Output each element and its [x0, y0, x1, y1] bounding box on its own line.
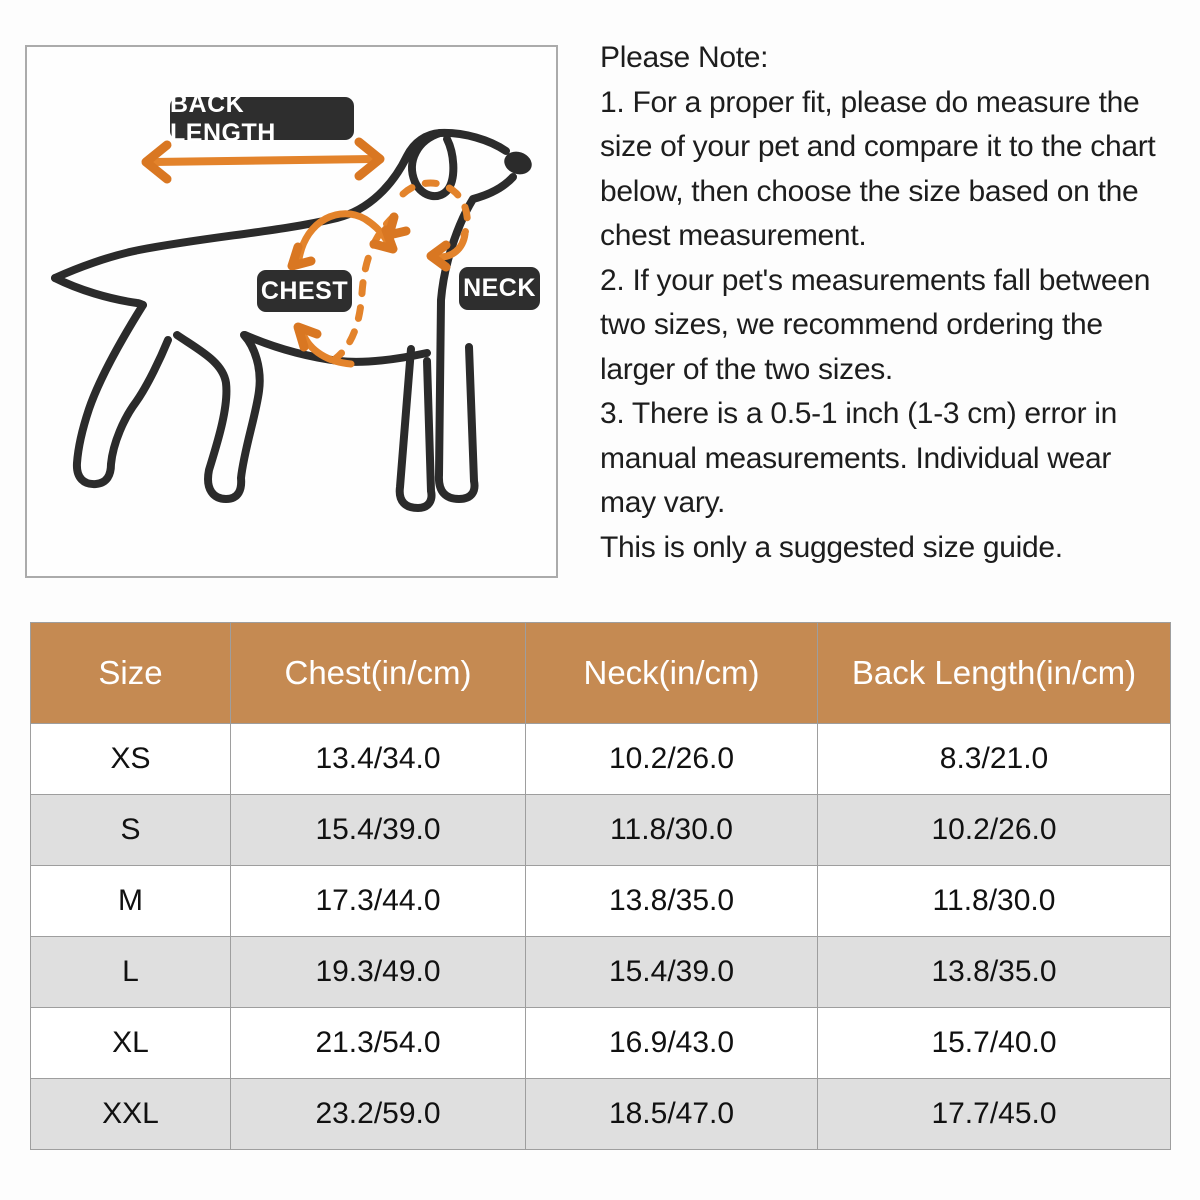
- note-line: size of your pet and compare it to the chart: [600, 130, 1156, 163]
- table-cell: 18.5/47.0: [526, 1079, 818, 1150]
- table-cell: XS: [31, 724, 231, 795]
- arrowhead-withers: [389, 217, 406, 235]
- note-line: 1. For a proper fit, please do measure the: [600, 85, 1140, 119]
- note-lines: [600, 81, 1155, 571]
- note-line: two sizes, we recommend ordering the: [600, 308, 1103, 341]
- table-cell: 15.7/40.0: [818, 1008, 1171, 1079]
- column-header: Size: [31, 623, 231, 724]
- note-line: This is only a suggested size guide.: [600, 530, 1063, 564]
- table-row: [31, 937, 1171, 1008]
- table-cell: 11.8/30.0: [526, 795, 818, 866]
- note-line: chest measurement.: [600, 219, 867, 252]
- column-header: Neck(in/cm): [526, 623, 818, 724]
- note-line: larger of the two sizes.: [600, 352, 893, 386]
- dog-outline: [55, 133, 535, 508]
- table-row: [31, 1079, 1171, 1150]
- table-row: [31, 1008, 1171, 1079]
- table-cell: L: [31, 937, 231, 1008]
- note-line: may vary.: [600, 486, 726, 519]
- back-length-label: BACK LENGTH: [170, 97, 354, 140]
- table-cell: 10.2/26.0: [526, 724, 818, 795]
- column-header: Chest(in/cm): [231, 623, 526, 724]
- size-table: [30, 622, 1171, 1150]
- note-line: below, then choose the size based on the: [600, 174, 1139, 208]
- table-cell: XL: [31, 1008, 231, 1079]
- note-line: 3. There is a 0.5-1 inch (1-3 cm) error in: [600, 397, 1118, 430]
- size-table-body: [31, 724, 1171, 1150]
- table-cell: 13.8/35.0: [526, 866, 818, 937]
- chest-label: CHEST: [257, 270, 352, 312]
- table-cell: 10.2/26.0: [818, 795, 1171, 866]
- please-note: [600, 36, 1155, 570]
- table-cell: 15.4/39.0: [526, 937, 818, 1008]
- table-row: [31, 866, 1171, 937]
- table-cell: 21.3/54.0: [231, 1008, 526, 1079]
- table-cell: XXL: [31, 1079, 231, 1150]
- table-row: [31, 724, 1171, 795]
- note-line: manual measurements. Individual wear: [600, 441, 1112, 475]
- table-cell: M: [31, 866, 231, 937]
- table-cell: 15.4/39.0: [231, 795, 526, 866]
- table-cell: 11.8/30.0: [818, 866, 1171, 937]
- table-cell: 17.3/44.0: [231, 866, 526, 937]
- table-cell: 17.7/45.0: [818, 1079, 1171, 1150]
- table-cell: S: [31, 795, 231, 866]
- note-title: Please Note:: [600, 41, 769, 74]
- table-cell: 19.3/49.0: [231, 937, 526, 1008]
- column-header: Back Length(in/cm): [818, 623, 1171, 724]
- table-cell: 13.8/35.0: [818, 937, 1171, 1008]
- back-length-arrow: [146, 142, 380, 179]
- table-row: [31, 795, 1171, 866]
- note-line: 2. If your pet's measurements fall between: [600, 263, 1151, 297]
- table-cell: 8.3/21.0: [818, 724, 1171, 795]
- size-table-header-row: [31, 623, 1171, 724]
- table-cell: 13.4/34.0: [231, 724, 526, 795]
- measurement-diagram: [25, 45, 558, 578]
- table-cell: 16.9/43.0: [526, 1008, 818, 1079]
- neck-label: NECK: [459, 267, 540, 310]
- table-cell: 23.2/59.0: [231, 1079, 526, 1150]
